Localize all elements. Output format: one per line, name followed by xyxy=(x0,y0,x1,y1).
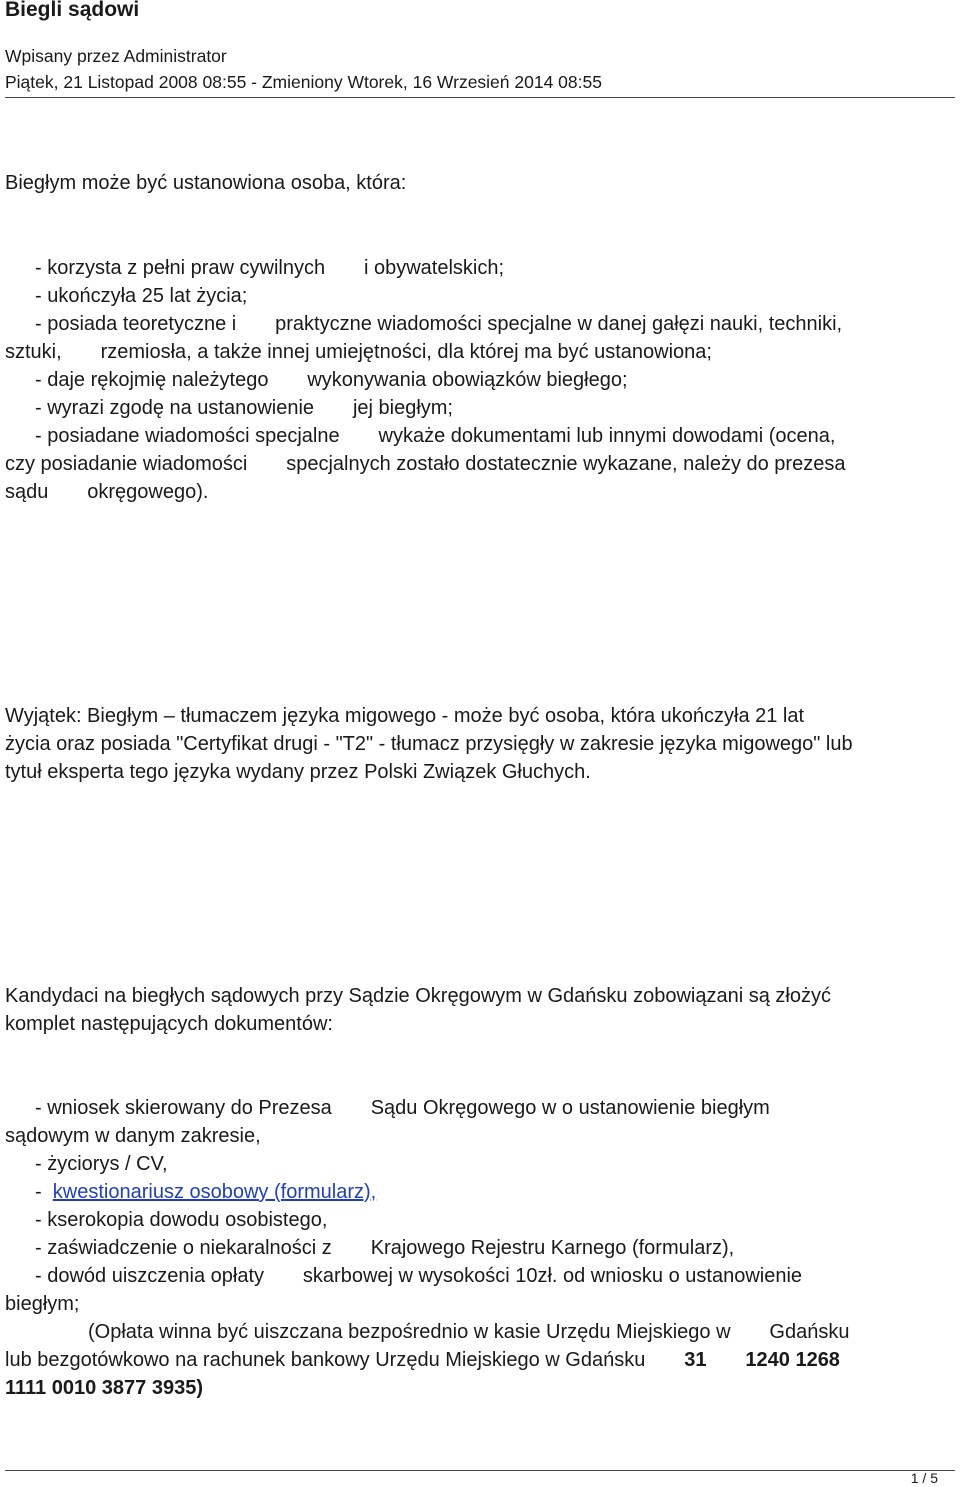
candidates-paragraph xyxy=(5,982,955,1038)
list-item: - wyrazi zgodę na ustanowienie jej biegłym; xyxy=(35,397,453,419)
list-item-continuation: biegłym; xyxy=(5,1293,80,1315)
list-item: - dowód uiszczenia opłaty skarbowej w wysokości 10zł. od wniosku o ustanowienie xyxy=(35,1265,803,1287)
fee-note: (Opłata winna być uiszczana bezpośrednio w kasie Urzędu Miejskiego w Gdańsku xyxy=(88,1321,850,1343)
intro-text: Biegłym może być ustanowiona osoba, która: xyxy=(5,172,407,194)
list-item-continuation: sądu okręgowego). xyxy=(5,481,209,503)
footer-divider xyxy=(5,1470,955,1471)
exception-paragraph xyxy=(5,702,955,786)
eligibility-intro xyxy=(5,169,955,197)
list-item: - daje rękojmię należytego wykonywania obowiązków biegłego; xyxy=(35,369,628,391)
fee-note-continuation xyxy=(5,1374,955,1402)
page-number: 1 / 5 xyxy=(910,1470,938,1486)
bank-account-part: 31 1240 1268 xyxy=(684,1349,840,1371)
list-item: - zaświadczenie o niekaralności z Krajowego Rejestru Karnego (formularz), xyxy=(35,1237,735,1259)
bank-account-part: 1111 0010 3877 3935) xyxy=(5,1377,203,1399)
header-divider xyxy=(5,97,955,98)
paragraph-line: życia oraz posiada "Certyfikat drugi - "T2" - tłumacz przysięgły w zakresie języka migowego" lub xyxy=(5,733,853,755)
fee-note-text: lub bezgotówkowo na rachunek bankowy Urzędu Miejskiego w Gdańsku xyxy=(5,1349,685,1371)
list-item: - posiadane wiadomości specjalne wykaże dokumentami lub innymi dowodami (ocena, xyxy=(35,425,836,447)
paragraph-line: tytuł eksperta tego języka wydany przez Polski Związek Głuchych. xyxy=(5,761,591,783)
list-item: - kserokopia dowodu osobistego, xyxy=(35,1209,328,1231)
list-item xyxy=(5,1178,955,1206)
paragraph-line: Kandydaci na biegłych sądowych przy Sądzie Okręgowym w Gdańsku zobowiązani są złożyć xyxy=(5,985,831,1007)
eligibility-list xyxy=(5,254,955,506)
paragraph-line: Wyjątek: Biegłym – tłumaczem języka migowego - może być osoba, która ukończyła 21 lat xyxy=(5,705,805,727)
list-item: - posiada teoretyczne i praktyczne wiadomości specjalne w danej gałęzi nauki, techniki, xyxy=(35,313,843,335)
article-meta xyxy=(5,43,602,95)
list-item: - wniosek skierowany do Prezesa Sądu Okręgowego w o ustanowienie biegłym xyxy=(35,1097,770,1119)
list-dash: - xyxy=(35,1181,53,1203)
author-line: Wpisany przez Administrator xyxy=(5,46,227,66)
documents-list xyxy=(5,1094,955,1402)
fee-note-continuation xyxy=(5,1346,955,1374)
questionnaire-link[interactable]: kwestionariusz osobowy (formularz), xyxy=(52,1181,377,1203)
dates-line: Piątek, 21 Listopad 2008 08:55 - Zmieniony Wtorek, 16 Wrzesień 2014 08:55 xyxy=(5,72,602,92)
list-item-continuation: sztuki, rzemiosła, a także innej umiejętności, dla której ma być ustanowiona; xyxy=(5,341,712,363)
page-title: Biegli sądowi xyxy=(5,0,140,21)
list-item: - ukończyła 25 lat życia; xyxy=(35,285,248,307)
list-item-continuation: czy posiadanie wiadomości specjalnych zostało dostatecznie wykazane, należy do prezesa xyxy=(5,453,846,475)
paragraph-line: komplet następujących dokumentów: xyxy=(5,1013,333,1035)
list-item: - życiorys / CV, xyxy=(35,1153,168,1175)
list-item: - korzysta z pełni praw cywilnych i obywatelskich; xyxy=(35,257,505,279)
list-item-continuation: sądowym w danym zakresie, xyxy=(5,1125,261,1147)
